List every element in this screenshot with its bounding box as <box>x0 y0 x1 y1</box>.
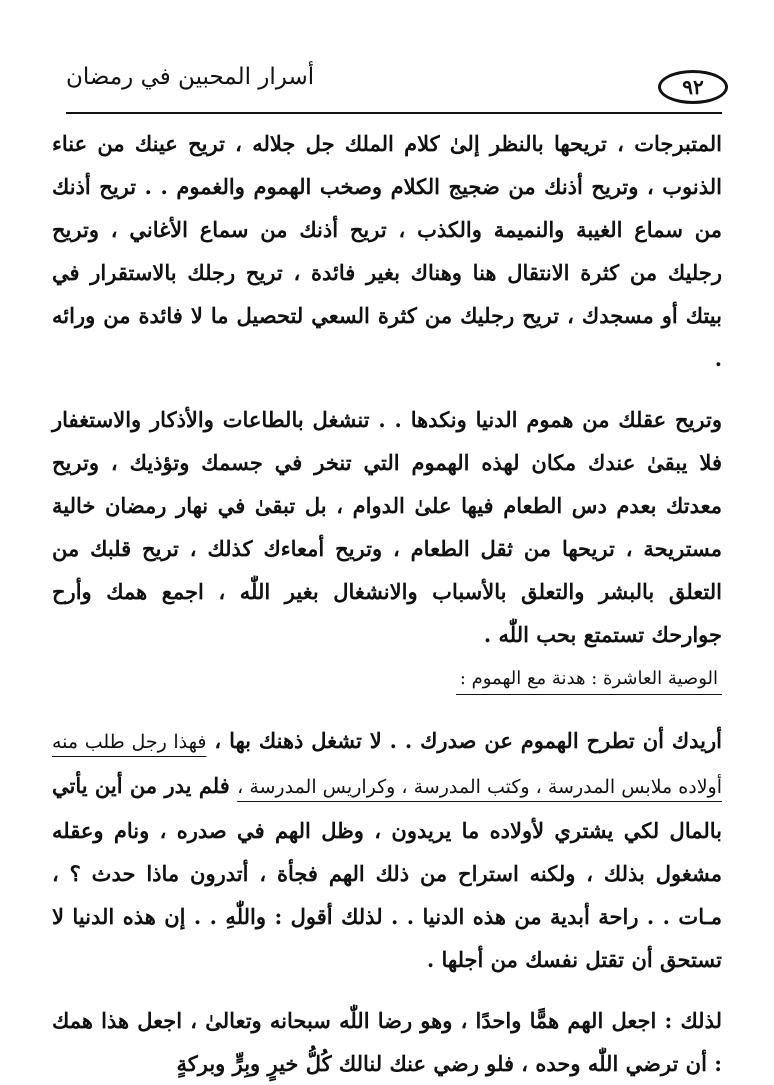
story-part-3: فلم يدر من أين يأتي بالمال لكي يشتري لأولاده ما يريدون ، وظل الهم في صدره ، ونام وعقله مشغول بذلك ، ولكنه استراح من ذلك الهم فجأة ، أتدرون ماذا حدث ؟ ، مـات . . راحة أبدية من هذه الدنيا . . لذلك أقول : واللّٰهِ . . إن هذه الدنيا لا تستحق أن تقتل نفسك من أجلها . <box>52 773 722 972</box>
paragraph-1: المتبرجات ، تريحها بالنظر إلىٰ كلام الملك جل جلاله ، تريح عينك من عناء الذنوب ، وتريح أذنك من ضجيج الكلام وصخب الهموم والغموم . . تريح أذنك من سماع الغيبة والنميمة والكذب ، تريح أذنك من سماع الأغاني ، وتريح رجليك من كثرة الانتقال هنا وهناك بغير فائدة ، تريح رجلك بالاستقرار في بيتك أو مسجدك ، تريح رجليك من كثرة السعي لتحصيل ما لا فائدة من ورائه . <box>52 131 722 371</box>
story-part-2: فهذا رجل طلب منه أولاده ملابس المدرسة ، وكتب المدرسة ، وكراريس المدرسة ، <box>52 731 722 798</box>
story-part-1: أريدك أن تطرح الهموم عن صدرك . . لا تشغل ذهنك بها ، <box>206 728 723 753</box>
paragraph-4: لذلك : اجعل الهم همًّا واحدًا ، وهو رضا اللّٰه سبحانه وتعالىٰ ، اجعل هذا همك : أن ترضي اللّٰه وحده ، فلو رضي عنك لنالك كُلُّ خيرٍ وبِرٍّ وبركةٍ <box>52 1008 722 1076</box>
page-content <box>52 122 722 1085</box>
paragraph-2: وتريح عقلك من هموم الدنيا ونكدها . . تنشغل بالطاعات والأذكار والاستغفار فلا يبقىٰ عندك مكان لهذه الهموم التي تنخر في جسمك وتؤذيك ، وتريح معدتك بعدم دس الطعام فيها علىٰ الدوام ، بل تبقىٰ في نهار رمضان خالية مستريحة ، تريحها من ثقل الطعام ، وتريح أمعاءك كذلك ، تريح قلبك من التعلق بالبشر والتعلق بالأسباب والانشغال بغير اللّٰه ، اجمع همك وأرح جوارحك تستمتع بحب اللّٰه . <box>52 407 722 647</box>
page-header <box>66 62 722 114</box>
section-heading-row <box>52 656 722 719</box>
running-title: أسرار المحبين في رمضان <box>66 64 315 90</box>
paragraph-gap <box>52 380 722 398</box>
paragraph-gap-2 <box>52 981 722 999</box>
page-number: ٩٢ <box>658 70 728 104</box>
paragraph-3 <box>52 719 722 981</box>
section-heading: الوصية العاشرة : هدنة مع الهموم : <box>456 664 722 695</box>
